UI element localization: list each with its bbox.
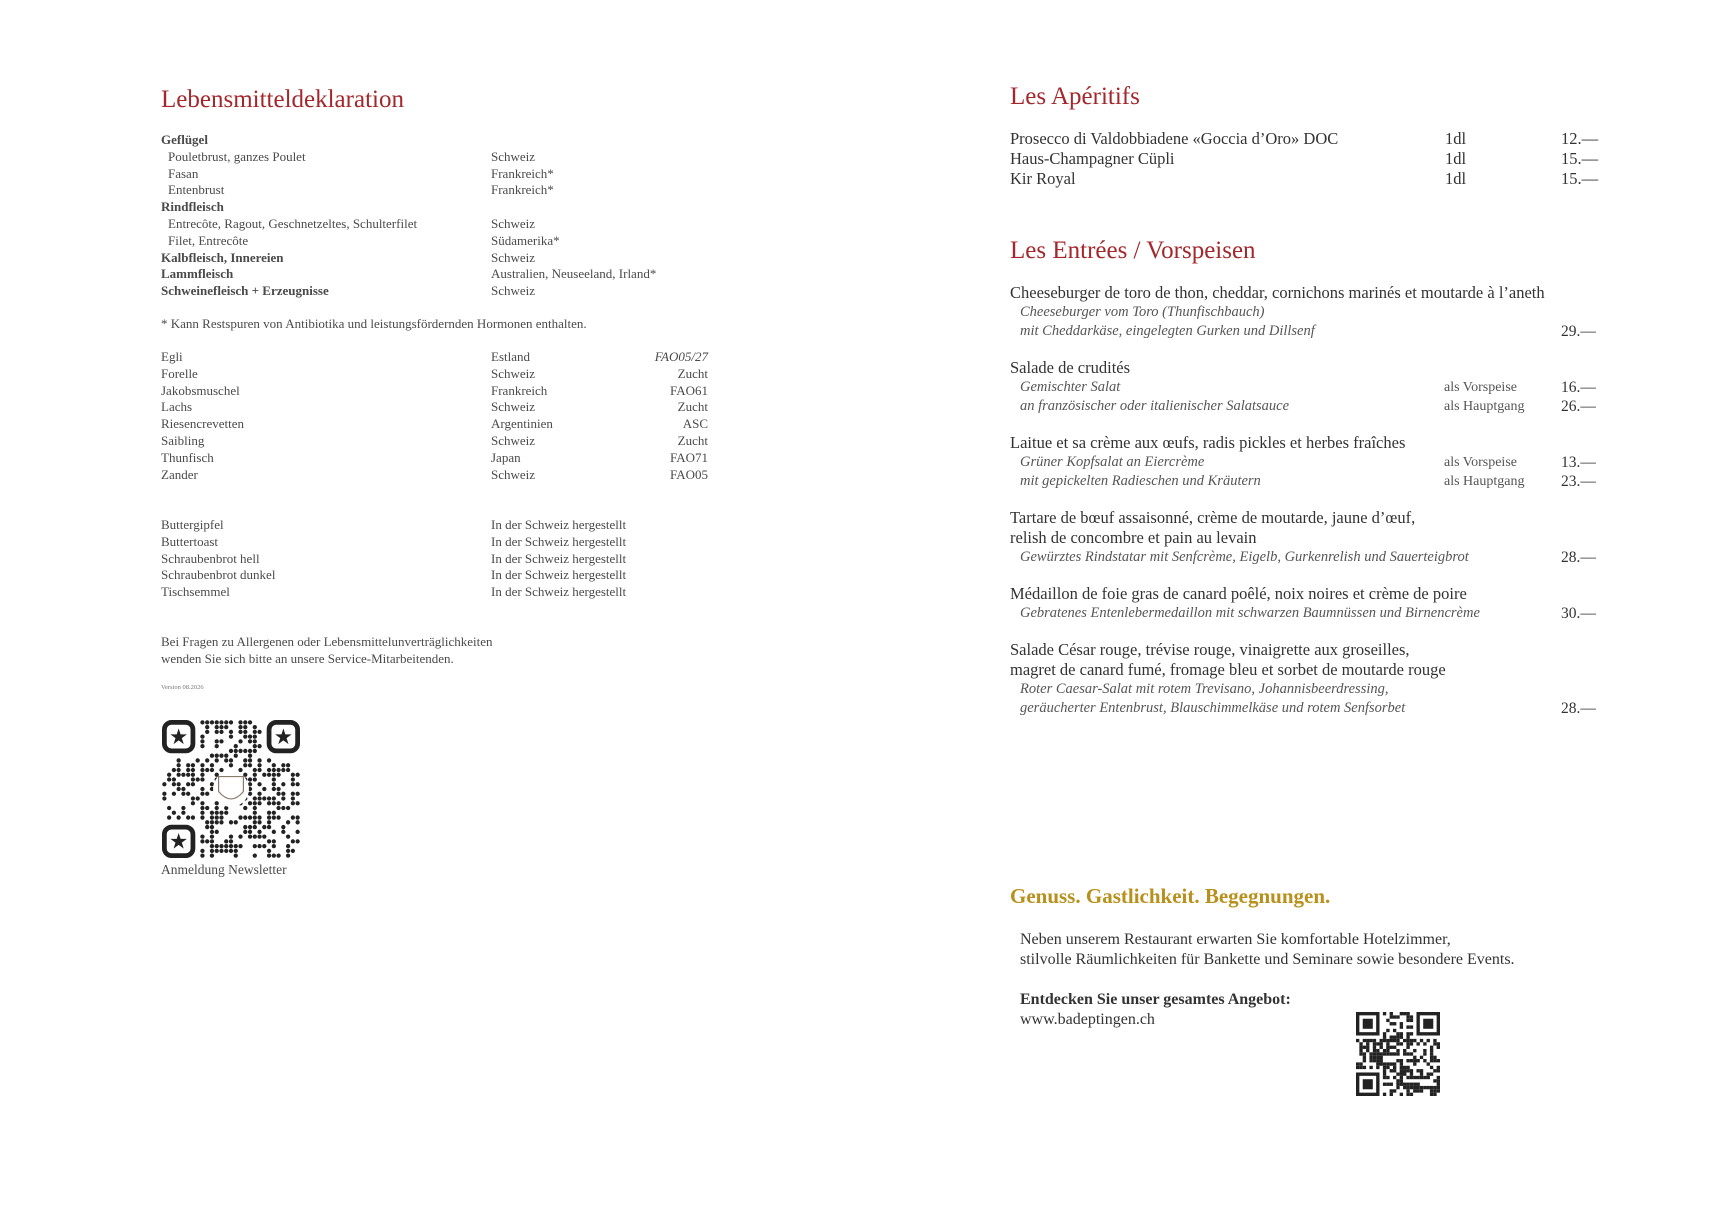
newsletter-label: Anmeldung Newsletter (161, 862, 287, 877)
meat-row (161, 216, 721, 233)
bread-name: Tischsemmel (161, 584, 230, 600)
aperitif-price: 15.— (1561, 169, 1599, 188)
meat-name: Fasan (168, 165, 199, 181)
aperitif-price: 12.— (1561, 129, 1599, 148)
meat-name: Geflügel (161, 132, 208, 147)
fish-info: FAO61 (669, 382, 708, 398)
meat-origin: Schweiz (491, 249, 536, 265)
declaration-title: Lebensmitteldeklaration (161, 86, 404, 113)
fish-row (161, 416, 708, 433)
entree-line-text: Gebratenes Entenlebermedaillon mit schwarzen Baumnüssen und Birnencrème (1020, 605, 1480, 621)
meat-name: Filet, Entrecôte (168, 232, 249, 248)
fish-name: Egli (161, 349, 183, 364)
bread-origin-list (161, 517, 721, 601)
entree-price: 28.— (1561, 549, 1596, 566)
entree-item (1010, 640, 1600, 718)
website-qr-code[interactable] (1356, 1012, 1440, 1096)
allergen-notice (161, 634, 493, 668)
entree-line (1010, 604, 1600, 623)
entree-line-text: mit gepickelten Radieschen und Kräutern (1020, 473, 1261, 489)
fish-origin: Schweiz (491, 399, 536, 415)
entree-line-text: an französischer oder italienischer Salatsauce (1020, 398, 1290, 414)
fish-info: FAO05/27 (654, 349, 708, 364)
bread-row (161, 551, 721, 568)
fish-info: Zucht (677, 365, 708, 381)
bread-origin: In der Schweiz hergestellt (491, 533, 627, 549)
meat-origin: Schweiz (491, 148, 536, 164)
bread-origin: In der Schweiz hergestellt (491, 584, 627, 600)
fish-row (161, 399, 708, 416)
fish-row (161, 467, 708, 484)
meat-name: Rindfleisch (161, 199, 224, 215)
footnote: * Kann Restspuren von Antibiotika und leistungsfördernden Hormonen enthalten. (161, 316, 587, 331)
meat-origin: Frankreich* (491, 165, 554, 181)
entree-price: 13.— (1561, 454, 1596, 471)
meat-name: Entrecôte, Ragout, Geschnetzeltes, Schulterfilet (168, 215, 418, 231)
bread-row (161, 567, 721, 584)
fish-origin: Japan (491, 449, 521, 465)
entree-line (1010, 322, 1600, 341)
entree-item (1010, 433, 1600, 491)
bread-row (161, 517, 721, 534)
aperitif-size: 1dl (1445, 149, 1467, 168)
entree-description-de (1010, 303, 1600, 341)
entree-line (1010, 397, 1600, 416)
entree-line (1010, 453, 1600, 472)
entree-description-de (1010, 604, 1600, 623)
newsletter-qr-code[interactable] (162, 720, 300, 858)
bread-name: Schraubenbrot dunkel (161, 567, 276, 583)
fish-row (161, 383, 708, 400)
aperitifs-list (1010, 129, 1600, 189)
fish-origin: Schweiz (491, 365, 536, 381)
aperitif-price: 15.— (1561, 149, 1599, 168)
bread-origin: In der Schweiz hergestellt (491, 567, 627, 583)
entree-description-de (1010, 378, 1600, 416)
version-label: Version 08.2026 (161, 684, 204, 691)
entree-line (1010, 472, 1600, 491)
entree-line-text: Grüner Kopfsalat an Eiercrème (1020, 454, 1205, 470)
entree-title-fr: magret de canard fumé, fromage bleu et sorbet de moutarde rouge (1010, 660, 1446, 679)
meat-name: Pouletbrust, ganzes Poulet (168, 148, 306, 164)
entree-description-de (1010, 453, 1600, 491)
meat-row (161, 182, 721, 199)
entree-title-fr: Cheeseburger de toro de thon, cheddar, cornichons marinés et moutarde à l’aneth (1010, 283, 1545, 302)
fish-name: Thunfisch (161, 449, 214, 465)
bread-row (161, 534, 721, 551)
fish-origin: Schweiz (491, 466, 536, 482)
svg-text:★: ★ (169, 829, 189, 854)
meat-row (161, 149, 721, 166)
aperitif-row (1010, 149, 1600, 169)
entree-price: 26.— (1561, 398, 1596, 415)
entree-line (1010, 548, 1600, 567)
fish-name: Forelle (161, 365, 198, 381)
fish-name: Riesencrevetten (161, 416, 245, 432)
entrees-title: Les Entrées / Vorspeisen (1010, 237, 1256, 264)
entree-title-fr: relish de concombre et pain au levain (1010, 528, 1257, 547)
entree-line-text: Gewürztes Rindstatar mit Senfcrème, Eigelb, Gurkenrelish und Sauerteigbrot (1020, 549, 1469, 565)
fish-origin: Argentinien (491, 416, 553, 432)
svg-text:★: ★ (169, 724, 189, 749)
fish-info: FAO05 (669, 466, 708, 482)
fish-origin: Frankreich (491, 382, 548, 398)
fish-name: Zander (161, 466, 198, 482)
entree-line-text: Cheeseburger vom Toro (Thunfischbauch) (1020, 304, 1265, 320)
meat-origin: Südamerika* (491, 232, 560, 248)
aperitif-name: Kir Royal (1010, 169, 1076, 188)
allergen-line: Bei Fragen zu Allergenen oder Lebensmittelunverträglichkeiten (161, 634, 493, 649)
entree-price: 28.— (1561, 700, 1596, 717)
fish-origin-list (161, 349, 721, 483)
aperitif-name: Haus-Champagner Cüpli (1010, 149, 1175, 168)
entree-title-fr: Salade de crudités (1010, 358, 1131, 377)
bread-row (161, 584, 721, 601)
meat-row (161, 166, 721, 183)
meat-row (161, 132, 721, 149)
fish-row (161, 433, 708, 450)
entree-line (1010, 303, 1600, 322)
fish-row (161, 366, 708, 383)
meat-origin: Frankreich* (491, 182, 554, 198)
entree-line-text: Gemischter Salat (1020, 379, 1121, 395)
svg-text:★: ★ (273, 724, 293, 749)
meat-name: Entenbrust (168, 182, 225, 198)
entree-title-fr: Tartare de bœuf assaisonné, crème de moutarde, jaune d’œuf, (1010, 508, 1416, 527)
fish-name: Saibling (161, 432, 205, 448)
bread-origin: In der Schweiz hergestellt (491, 550, 627, 566)
aperitif-size: 1dl (1445, 129, 1467, 148)
bread-name: Buttergipfel (161, 517, 224, 532)
entree-line (1010, 378, 1600, 397)
aperitif-name: Prosecco di Valdobbiadene «Goccia d’Oro» DOC (1010, 129, 1339, 148)
aperitif-row (1010, 129, 1600, 149)
entree-title-fr: Laitue et sa crème aux œufs, radis pickles et herbes fraîches (1010, 433, 1406, 452)
meat-origin: Schweiz (491, 215, 536, 231)
fish-origin: Estland (491, 349, 530, 364)
fish-info: FAO71 (669, 449, 708, 465)
meat-origin: Schweiz (491, 283, 536, 299)
entree-line-text: Roter Caesar-Salat mit rotem Trevisano, Johannisbeerdressing, (1020, 681, 1389, 697)
entree-price: 16.— (1561, 379, 1596, 396)
fish-row (161, 450, 708, 467)
entree-line-text: mit Cheddarkäse, eingelegten Gurken und Dillsenf (1020, 323, 1315, 339)
meat-origin: Australien, Neuseeland, Irland* (491, 266, 657, 282)
meat-name: Lammfleisch (161, 266, 234, 282)
website-link[interactable]: www.badeptingen.ch (1020, 1011, 1155, 1028)
entree-item (1010, 508, 1600, 567)
meat-row (161, 233, 721, 250)
meat-row (161, 266, 721, 283)
entree-option: als Vorspeise (1444, 380, 1517, 395)
entree-item (1010, 358, 1600, 416)
entree-price: 30.— (1561, 605, 1596, 622)
promo-line: stilvolle Räumlichkeiten für Bankette und Seminare sowie besondere Events. (1020, 951, 1515, 968)
meat-row (161, 283, 721, 300)
bread-name: Buttertoast (161, 533, 219, 549)
entree-option: als Hauptgang (1444, 474, 1525, 489)
entrees-list (1010, 283, 1600, 735)
entree-description-de (1010, 680, 1600, 718)
fish-origin: Schweiz (491, 432, 536, 448)
promo-line: Neben unserem Restaurant erwarten Sie komfortable Hotelzimmer, (1020, 931, 1451, 948)
entree-price: 23.— (1561, 473, 1596, 490)
fish-info: Zucht (677, 399, 708, 415)
meat-row (161, 250, 721, 267)
aperitif-size: 1dl (1445, 169, 1467, 188)
allergen-line: wenden Sie sich bitte an unsere Service-Mitarbeitenden. (161, 650, 454, 666)
aperitif-row (1010, 169, 1600, 189)
bread-name: Schraubenbrot hell (161, 550, 260, 566)
fish-name: Jakobsmuschel (161, 382, 240, 398)
meat-name: Kalbfleisch, Innereien (161, 249, 284, 265)
fish-info: ASC (682, 416, 708, 432)
fish-row (161, 349, 708, 366)
meat-row (161, 199, 721, 216)
fish-info: Zucht (677, 432, 708, 448)
bread-origin: In der Schweiz hergestellt (491, 517, 627, 532)
discover-label: Entdecken Sie unser gesamtes Angebot: (1020, 991, 1291, 1008)
entree-option: als Vorspeise (1444, 455, 1517, 470)
meat-name: Schweinefleisch + Erzeugnisse (161, 283, 329, 299)
entree-title-fr: Médaillon de foie gras de canard poêlé, noix noires et crème de poire (1010, 584, 1467, 603)
entree-item (1010, 584, 1600, 623)
promo-text (1020, 930, 1515, 970)
entree-option: als Hauptgang (1444, 399, 1525, 414)
entree-line (1010, 680, 1600, 699)
entree-line (1010, 699, 1600, 718)
entree-description-de (1010, 548, 1600, 567)
aperitifs-title: Les Apéritifs (1010, 83, 1140, 110)
entree-title-fr: Salade César rouge, trévise rouge, vinaigrette aux groseilles, (1010, 640, 1410, 659)
discover-block (1020, 990, 1291, 1030)
entree-item (1010, 283, 1600, 341)
slogan: Genuss. Gastlichkeit. Begegnungen. (1010, 884, 1331, 908)
meat-origin-list (161, 132, 721, 300)
fish-name: Lachs (161, 399, 193, 415)
entree-line-text: geräucherter Entenbrust, Blauschimmelkäse und rotem Senfsorbet (1020, 700, 1406, 716)
entree-price: 29.— (1561, 323, 1596, 340)
